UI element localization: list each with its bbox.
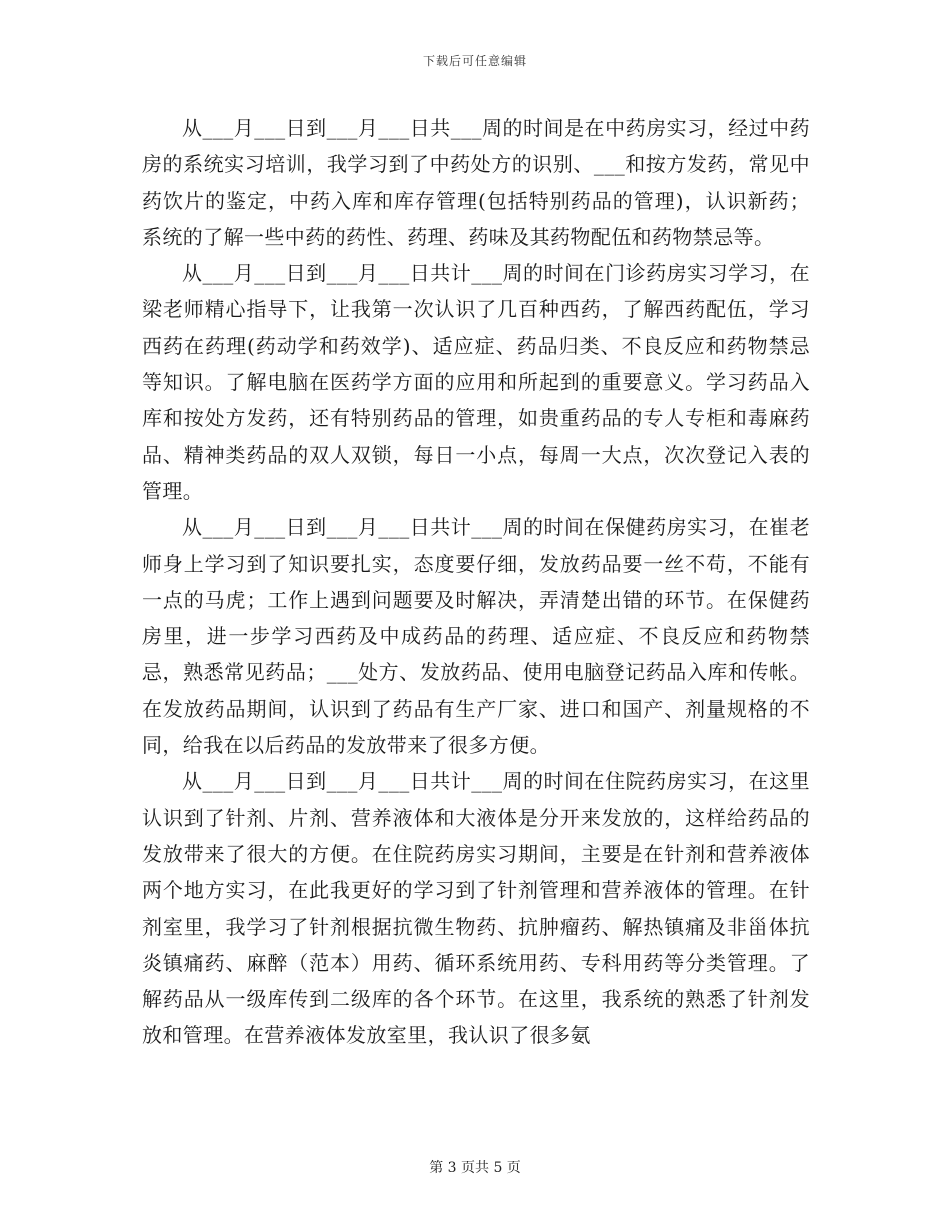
document-body: [142, 110, 810, 1054]
page-header: 下载后可任意编辑: [422, 54, 527, 68]
paragraph-outpatient-pharmacy: 从___月___日到___月___日共计___周的时间在门诊药房实习学习，在梁老师精心指导下，让我第一次认识了几百种西药，了解西药配伍，学习西药在药理(药动学和药效学)、适应症、药品归类、不良反应和药物禁忌等知识。了解电脑在医药学方面的应用和所起到的重要意义。学习药品入库和按处方发药，还有特别药品的管理，如贵重药品的专人专柜和毒麻药品、精神类药品的双人双锁，每日一小点，每周一大点，次次登记入表的管理。: [142, 261, 810, 503]
page-footer: 第 3 页共 5 页: [429, 1160, 521, 1176]
paragraph-health-pharmacy: 从___月___日到___月___日共计___周的时间在保健药房实习，在崔老师身上学习到了知识要扎实，态度要仔细，发放药品要一丝不苟，不能有一点的马虎；工作上遇到问题要及时解决，弄清楚出错的环节。在保健药房里，进一步学习西药及中成药品的药理、适应症、不良反应和药物禁忌，熟悉常见药品；___处方、发放药品、使用电脑登记药品入库和传帐。在发放药品期间，认识到了药品有生产厂家、进口和国产、剂量规格的不同，给我在以后药品的发放带来了很多方便。: [142, 515, 810, 758]
paragraph-inpatient-pharmacy: 从___月___日到___月___日共计___周的时间在住院药房实习，在这里认识到了针剂、片剂、营养液体和大液体是分开来发放的，这样给药品的发放带来了很大的方便。在住院药房实习期间，主要是在针剂和营养液体两个地方实习，在此我更好的学习到了针剂管理和营养液体的管理。在针剂室里，我学习了针剂根据抗微生物药、抗肿瘤药、解热镇痛及非甾体抗炎镇痛药、麻醉（范本）用药、循环系统用药、专科用药等分类管理。了解药品从一级库传到二级库的各个环节。在这里，我系统的熟悉了针剂发放和管理。在营养液体发放室里，我认识了很多氨: [142, 769, 810, 1048]
paragraph-chinese-pharmacy: 从___月___日到___月___日共___周的时间是在中药房实习，经过中药房的系统实习培训，我学习到了中药处方的识别、___和按方发药，常见中药饮片的鉴定，中药入库和库存管理(包括特别药品的管理)，认识新药；系统的了解一些中药的药性、药理、药味及其药物配伍和药物禁忌等。: [142, 116, 810, 249]
